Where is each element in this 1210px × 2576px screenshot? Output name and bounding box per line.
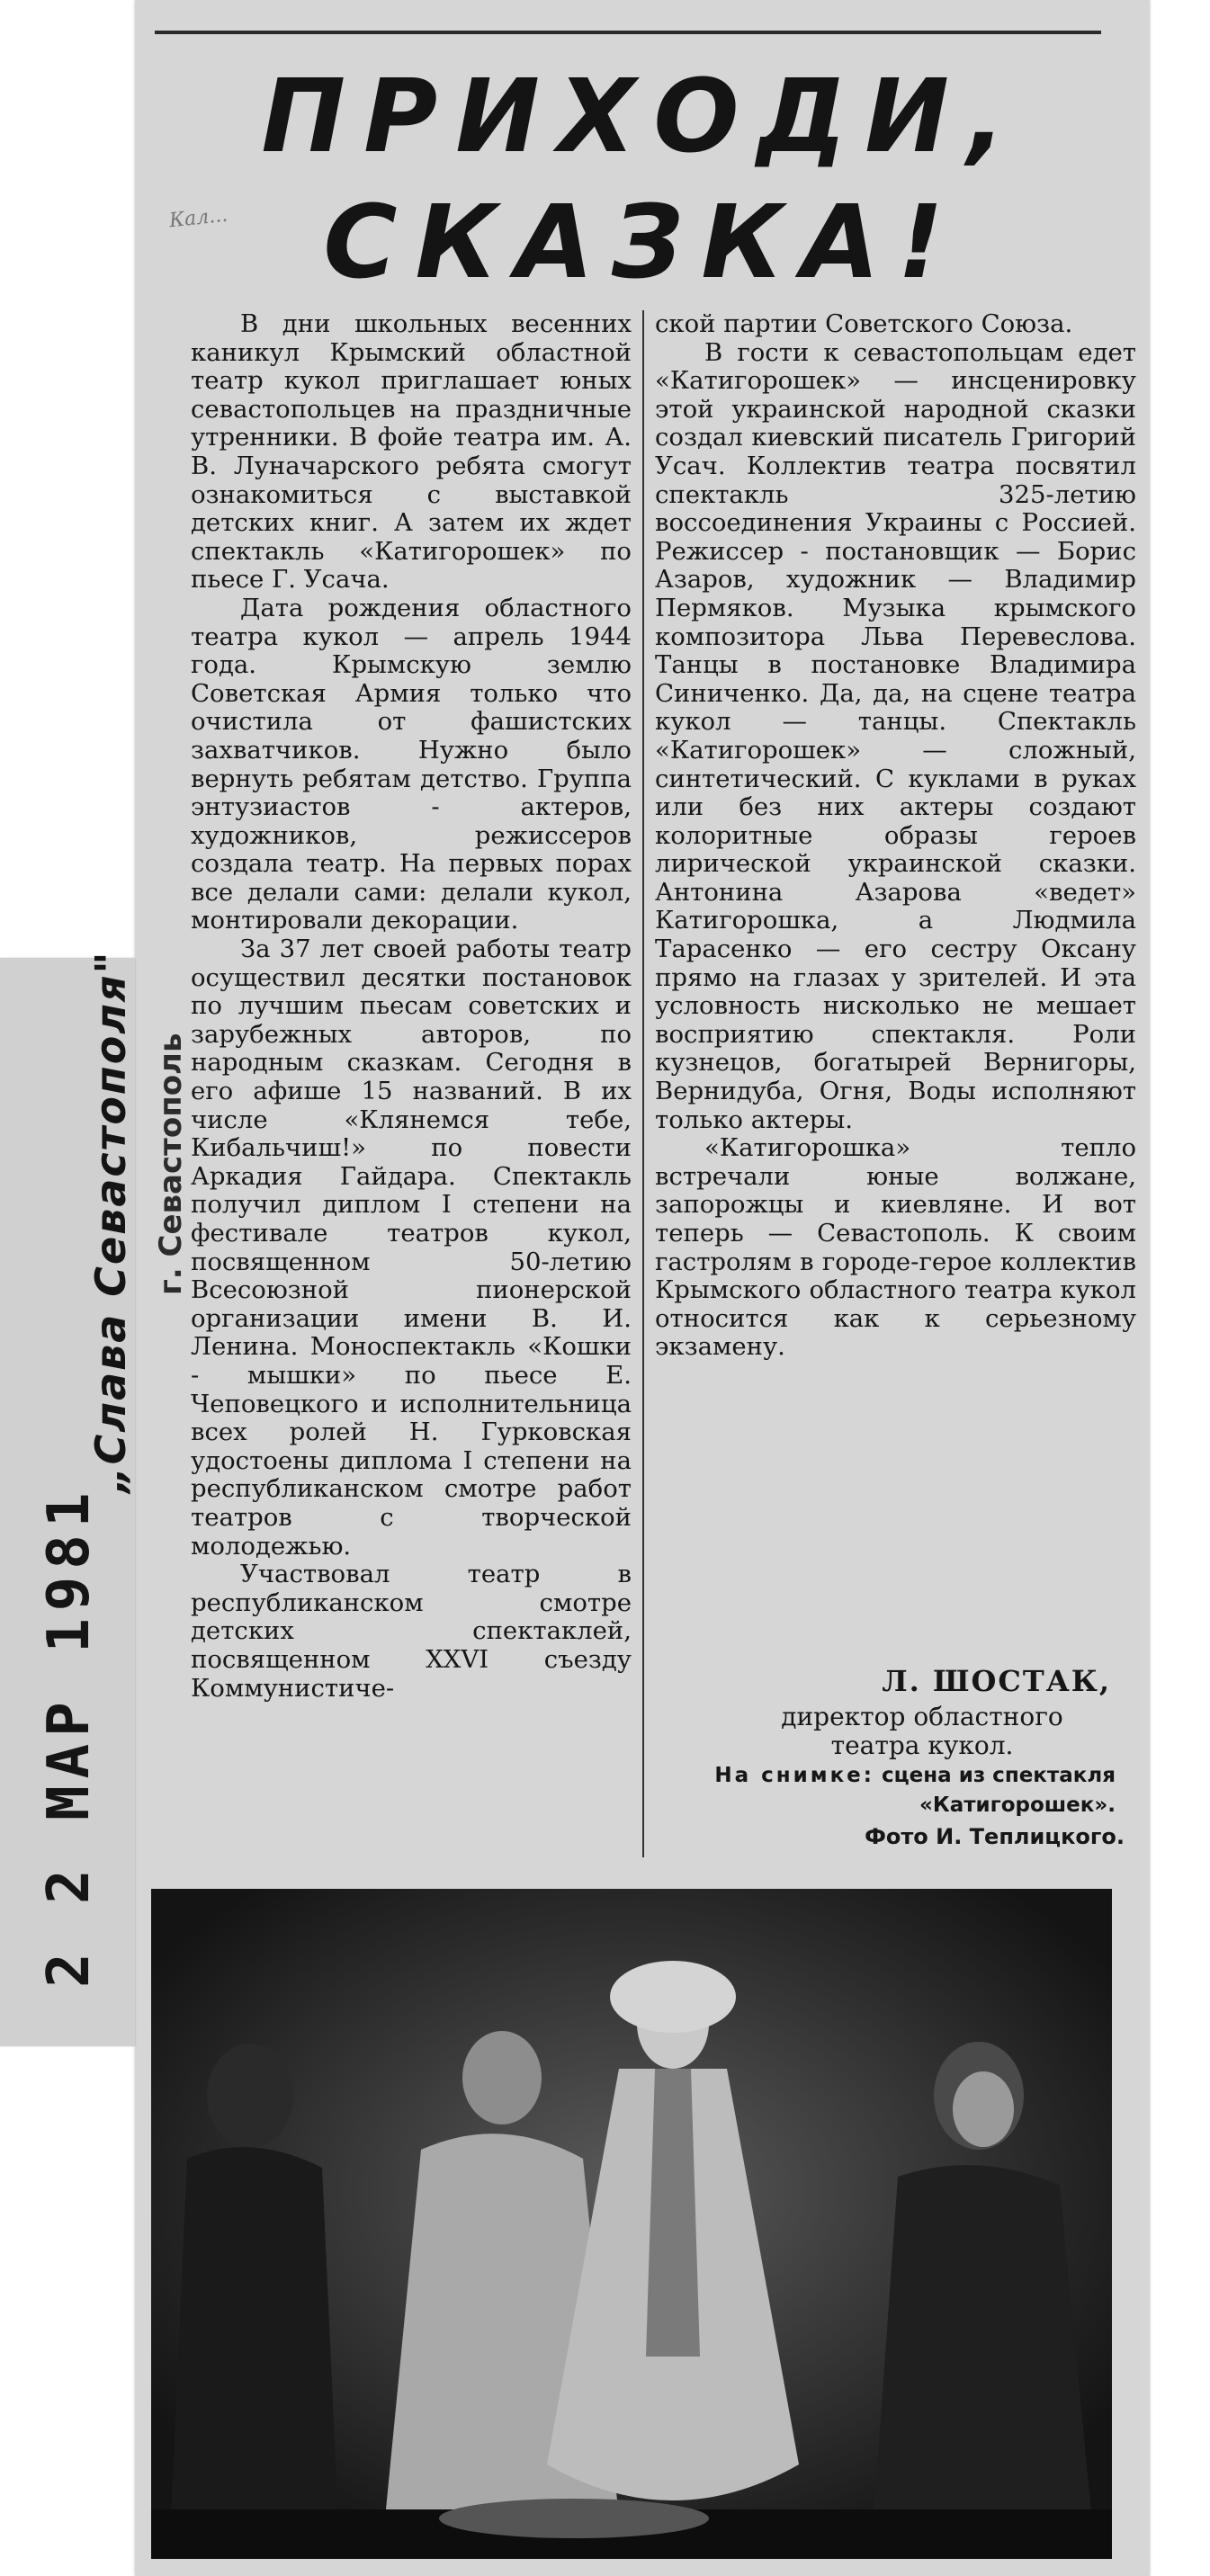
paragraph: За 37 лет своей работы театр осуществил десятки постановок по лучшим пьесам советских и зарубежных авторов, по народным сказкам. Сегодня в его афише 15 названий. В их числе «Клянемся тебе, Кибальчиш!» по повести Аркадия Гайдара. Спектакль получил диплом I степени на фестивале театров кукол, посвященном 50-летию Всесоюзной пионерской организации имени В. И. Ленина. Моноспектакль «Кошки - мышки» по пьесе Е. Чеповецкого и исполнительница всех ролей Н. Гурковская удостоены диплома I степени на республиканском смотре работ театров с творческой молодежью. bbox=[191, 935, 632, 1561]
top-rule bbox=[155, 31, 1101, 34]
photo-credit: Фото И. Теплицкого. bbox=[865, 1824, 1125, 1849]
paragraph: ской партии Советского Союза. bbox=[655, 309, 1073, 338]
stage-photo-image bbox=[151, 1889, 1112, 2559]
caption-text: сцена из спектакля «Катигорошек». bbox=[882, 1764, 1116, 1817]
pencil-note: Кал... bbox=[167, 203, 229, 233]
city-stamp: г. Севастополь bbox=[153, 1033, 189, 1295]
headline-line-2: СКАЗКА! bbox=[323, 184, 962, 301]
caption-prefix: На снимке: bbox=[714, 1764, 874, 1787]
paragraph: «Катигорошка» тепло встречали юные волжане, запорожцы и киевляне. И вот теперь — Севастополь. К своим гастролям в городе-герое коллектив Крымского областного театра кукол относится как к серьезному экзамену. bbox=[655, 1133, 1136, 1362]
headline bbox=[135, 54, 1150, 306]
paragraph: В гости к севастопольцам едет «Катигорошек» — инсценировку этой украинской народной сказки создал киевский писатель Григорий Усач. Коллектив театра посвятил спектакль 325-летию воссоединения Украины с Россией. Режиссер - постановщик — Борис Азаров, художник — Владимир Пермяков. Музыка крымского композитора Льва Перевеслова. Танцы в постановке Владимира Синиченко. Да, да, на сцене театра кукол — танцы. Спектакль «Катигорошек» — сложный, синтетический. С куклами в руках или без них актеры создают колоритные образы героев лирической украинской сказки. Антонина Азарова «ведет» Катигорошка, а Людмила Тарасенко — его сестру Оксану прямо на глазах у зрителей. И эта условность нисколько не мешает восприятию спектакля. Роли кузнецов, богатырей Вернигоры, Вернидуба, Огня, Воды исполняют только актеры. bbox=[655, 337, 1136, 1134]
article-column-2 bbox=[655, 310, 1136, 1362]
paragraph: Участвовал театр в республиканском смотре детских спектаклей, посвященном XXVI съезду Коммунистиче- bbox=[191, 1560, 632, 1703]
author-role: директор областного театра кукол. bbox=[781, 1702, 1063, 1760]
author-name: Л. ШОСТАК, bbox=[882, 1664, 1111, 1698]
photo-caption bbox=[657, 1761, 1116, 1820]
paragraph: Дата рождения областного театра кукол — апрель 1944 года. Крымскую землю Советская Армия только что очистила от фашистских захватчиков. Нужно было вернуть ребятам детство. Группа энтузиастов - актеров, художников, режиссеров создала театр. На первых порах все делали сами: делали кукол, монтировали декорации. bbox=[191, 593, 632, 935]
paragraph: В дни школьных весенних каникул Крымский областной театр кукол приглашает юных севастопольцев на праздничные утренники. В фойе театра им. А. В. Луначарского ребята смогут ознакомиться с выставкой детских книг. А затем их ждет спектакль «Катигорошек» по пьесе Г. Усача. bbox=[191, 309, 632, 595]
newspaper-stamp: „Слава Севастополя" bbox=[86, 950, 135, 1493]
headline-line-1: ПРИХОДИ, bbox=[261, 58, 1024, 175]
article-column-1 bbox=[191, 310, 632, 1703]
date-stamp: 2 2 МАР 1981 bbox=[36, 1485, 103, 1988]
stage-photo bbox=[151, 1889, 1112, 2559]
column-divider bbox=[642, 310, 644, 1857]
